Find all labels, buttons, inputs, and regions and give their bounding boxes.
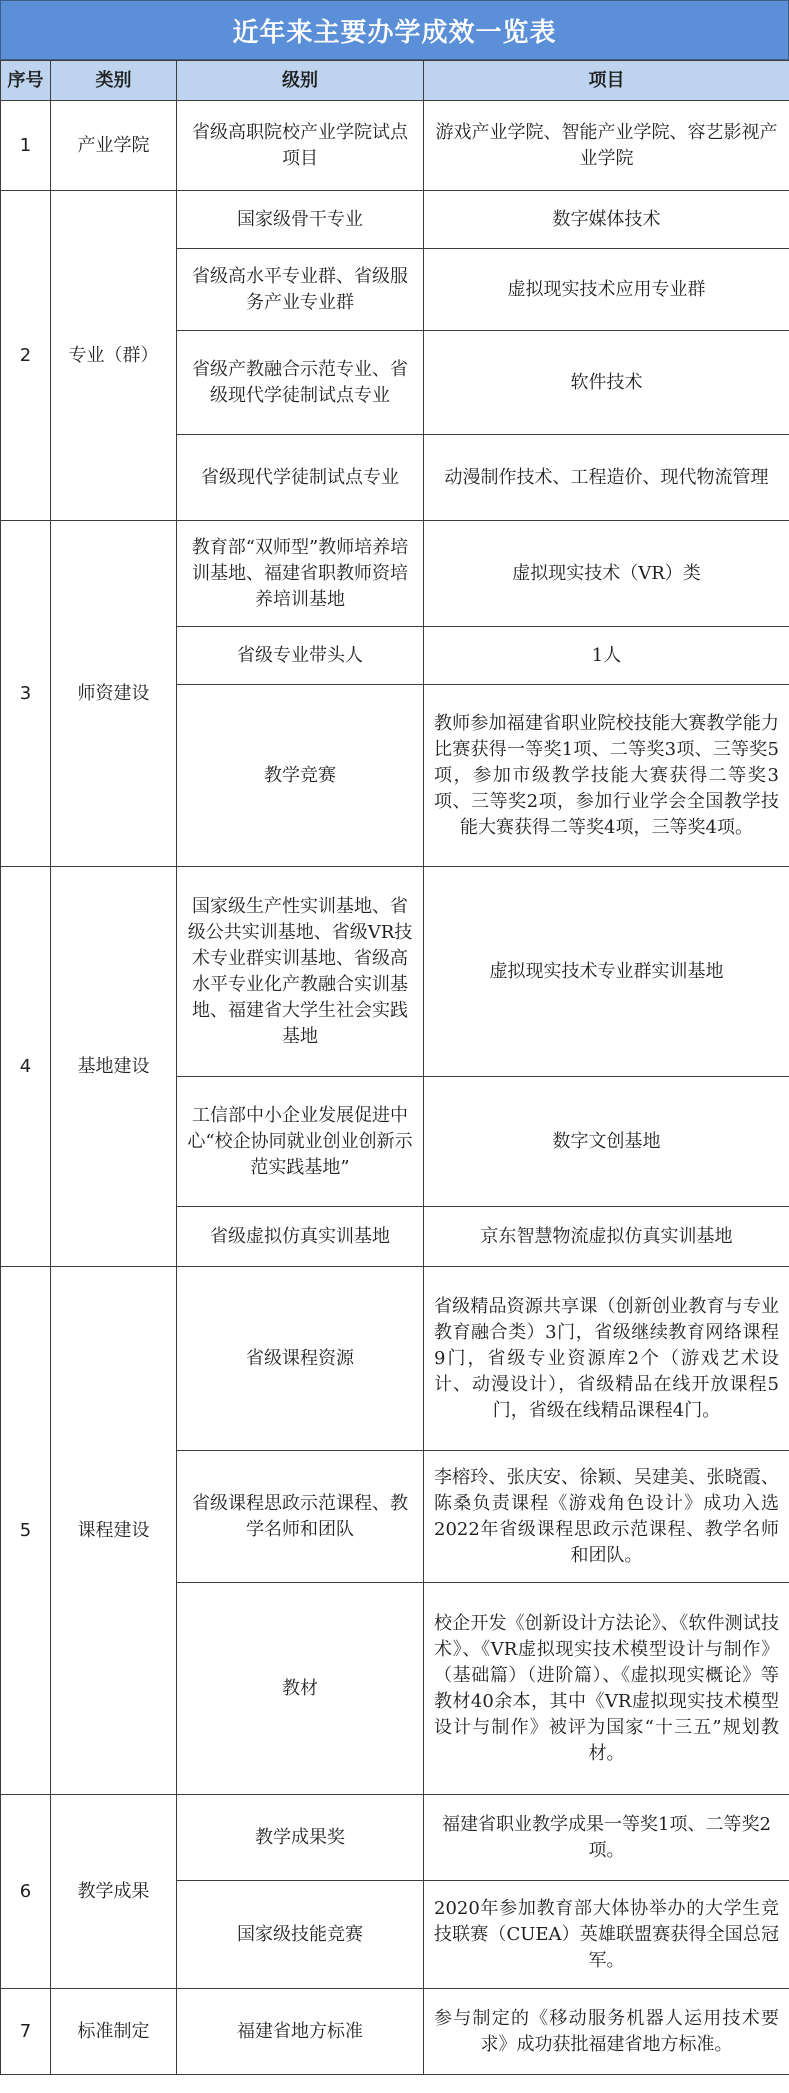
level-cell: 国家级生产性实训基地、省级公共实训基地、省级VR技术专业群实训基地、省级高水平专业化产教融合实训基地、福建省大学生社会实践基地	[177, 867, 424, 1077]
project-cell: 李榕玲、张庆安、徐颖、吴建美、张晓霞、陈桑负责课程《游戏角色设计》成功入选2022年省级课程思政示范课程、教学名师和团队。	[424, 1451, 789, 1583]
project-cell: 虚拟现实技术应用专业群	[424, 249, 789, 331]
category-cell: 课程建设	[51, 1267, 177, 1795]
table-row	[1, 1989, 789, 2075]
header-seq: 序号	[1, 61, 51, 101]
project-cell: 动漫制作技术、工程造价、现代物流管理	[424, 435, 789, 521]
level-cell: 省级课程思政示范课程、教学名师和团队	[177, 1451, 424, 1583]
project-cell: 软件技术	[424, 331, 789, 435]
table-body	[1, 101, 789, 2075]
project-cell: 数字媒体技术	[424, 191, 789, 249]
project-cell: 1人	[424, 627, 789, 685]
table-header-row	[1, 61, 789, 101]
project-cell: 校企开发《创新设计方法论》、《软件测试技术》、《VR虚拟现实技术模型设计与制作》（基础篇）（进阶篇）、《虚拟现实概论》等教材40余本，其中《VR虚拟现实技术模型设计与制作》被评为国家“十三五”规划教材。	[424, 1583, 789, 1795]
header-category: 类别	[51, 61, 177, 101]
header-project: 项目	[424, 61, 789, 101]
table-row	[1, 101, 789, 191]
level-cell: 福建省地方标准	[177, 1989, 424, 2075]
level-cell: 省级虚拟仿真实训基地	[177, 1207, 424, 1267]
level-cell: 省级课程资源	[177, 1267, 424, 1451]
seq-cell: 4	[1, 867, 51, 1267]
category-cell: 基地建设	[51, 867, 177, 1267]
project-cell: 教师参加福建省职业院校技能大赛教学能力比赛获得一等奖1项、二等奖3项、三等奖5项，参加市级教学技能大赛获得二等奖3项、三等奖2项，参加行业学会全国教学技能大赛获得二等奖4项，三等奖4项。	[424, 685, 789, 867]
achievements-table	[0, 60, 789, 2075]
project-cell: 京东智慧物流虚拟仿真实训基地	[424, 1207, 789, 1267]
level-cell: 省级高职院校产业学院试点项目	[177, 101, 424, 191]
category-cell: 标准制定	[51, 1989, 177, 2075]
level-cell: 国家级骨干专业	[177, 191, 424, 249]
level-cell: 省级高水平专业群、省级服务产业专业群	[177, 249, 424, 331]
table-row	[1, 867, 789, 1077]
project-cell: 虚拟现实技术（VR）类	[424, 521, 789, 627]
table-row	[1, 1267, 789, 1451]
level-cell: 省级产教融合示范专业、省级现代学徒制试点专业	[177, 331, 424, 435]
table-row	[1, 1795, 789, 1881]
project-cell: 参与制定的《移动服务机器人运用技术要求》成功获批福建省地方标准。	[424, 1989, 789, 2075]
level-cell: 教学成果奖	[177, 1795, 424, 1881]
seq-cell: 3	[1, 521, 51, 867]
project-cell: 数字文创基地	[424, 1077, 789, 1207]
category-cell: 教学成果	[51, 1795, 177, 1989]
category-cell: 师资建设	[51, 521, 177, 867]
page-title: 近年来主要办学成效一览表	[0, 0, 789, 60]
level-cell: 教育部“双师型”教师培养培训基地、福建省职教师资培养培训基地	[177, 521, 424, 627]
level-cell: 省级专业带头人	[177, 627, 424, 685]
seq-cell: 6	[1, 1795, 51, 1989]
project-cell: 2020年参加教育部大体协举办的大学生竞技联赛（CUEA）英雄联盟赛获得全国总冠军。	[424, 1881, 789, 1989]
level-cell: 省级现代学徒制试点专业	[177, 435, 424, 521]
level-cell: 工信部中小企业发展促进中心“校企协同就业创业创新示范实践基地”	[177, 1077, 424, 1207]
project-cell: 游戏产业学院、智能产业学院、容艺影视产业学院	[424, 101, 789, 191]
seq-cell: 1	[1, 101, 51, 191]
project-cell: 福建省职业教学成果一等奖1项、二等奖2项。	[424, 1795, 789, 1881]
header-level: 级别	[177, 61, 424, 101]
level-cell: 教学竞赛	[177, 685, 424, 867]
table-row	[1, 191, 789, 249]
level-cell: 国家级技能竞赛	[177, 1881, 424, 1989]
level-cell: 教材	[177, 1583, 424, 1795]
seq-cell: 5	[1, 1267, 51, 1795]
seq-cell: 2	[1, 191, 51, 521]
table-row	[1, 521, 789, 627]
project-cell: 省级精品资源共享课（创新创业教育与专业教育融合类）3门，省级继续教育网络课程9门，省级专业资源库2个（游戏艺术设计、动漫设计），省级精品在线开放课程5门，省级在线精品课程4门。	[424, 1267, 789, 1451]
seq-cell: 7	[1, 1989, 51, 2075]
category-cell: 产业学院	[51, 101, 177, 191]
category-cell: 专业（群）	[51, 191, 177, 521]
project-cell: 虚拟现实技术专业群实训基地	[424, 867, 789, 1077]
